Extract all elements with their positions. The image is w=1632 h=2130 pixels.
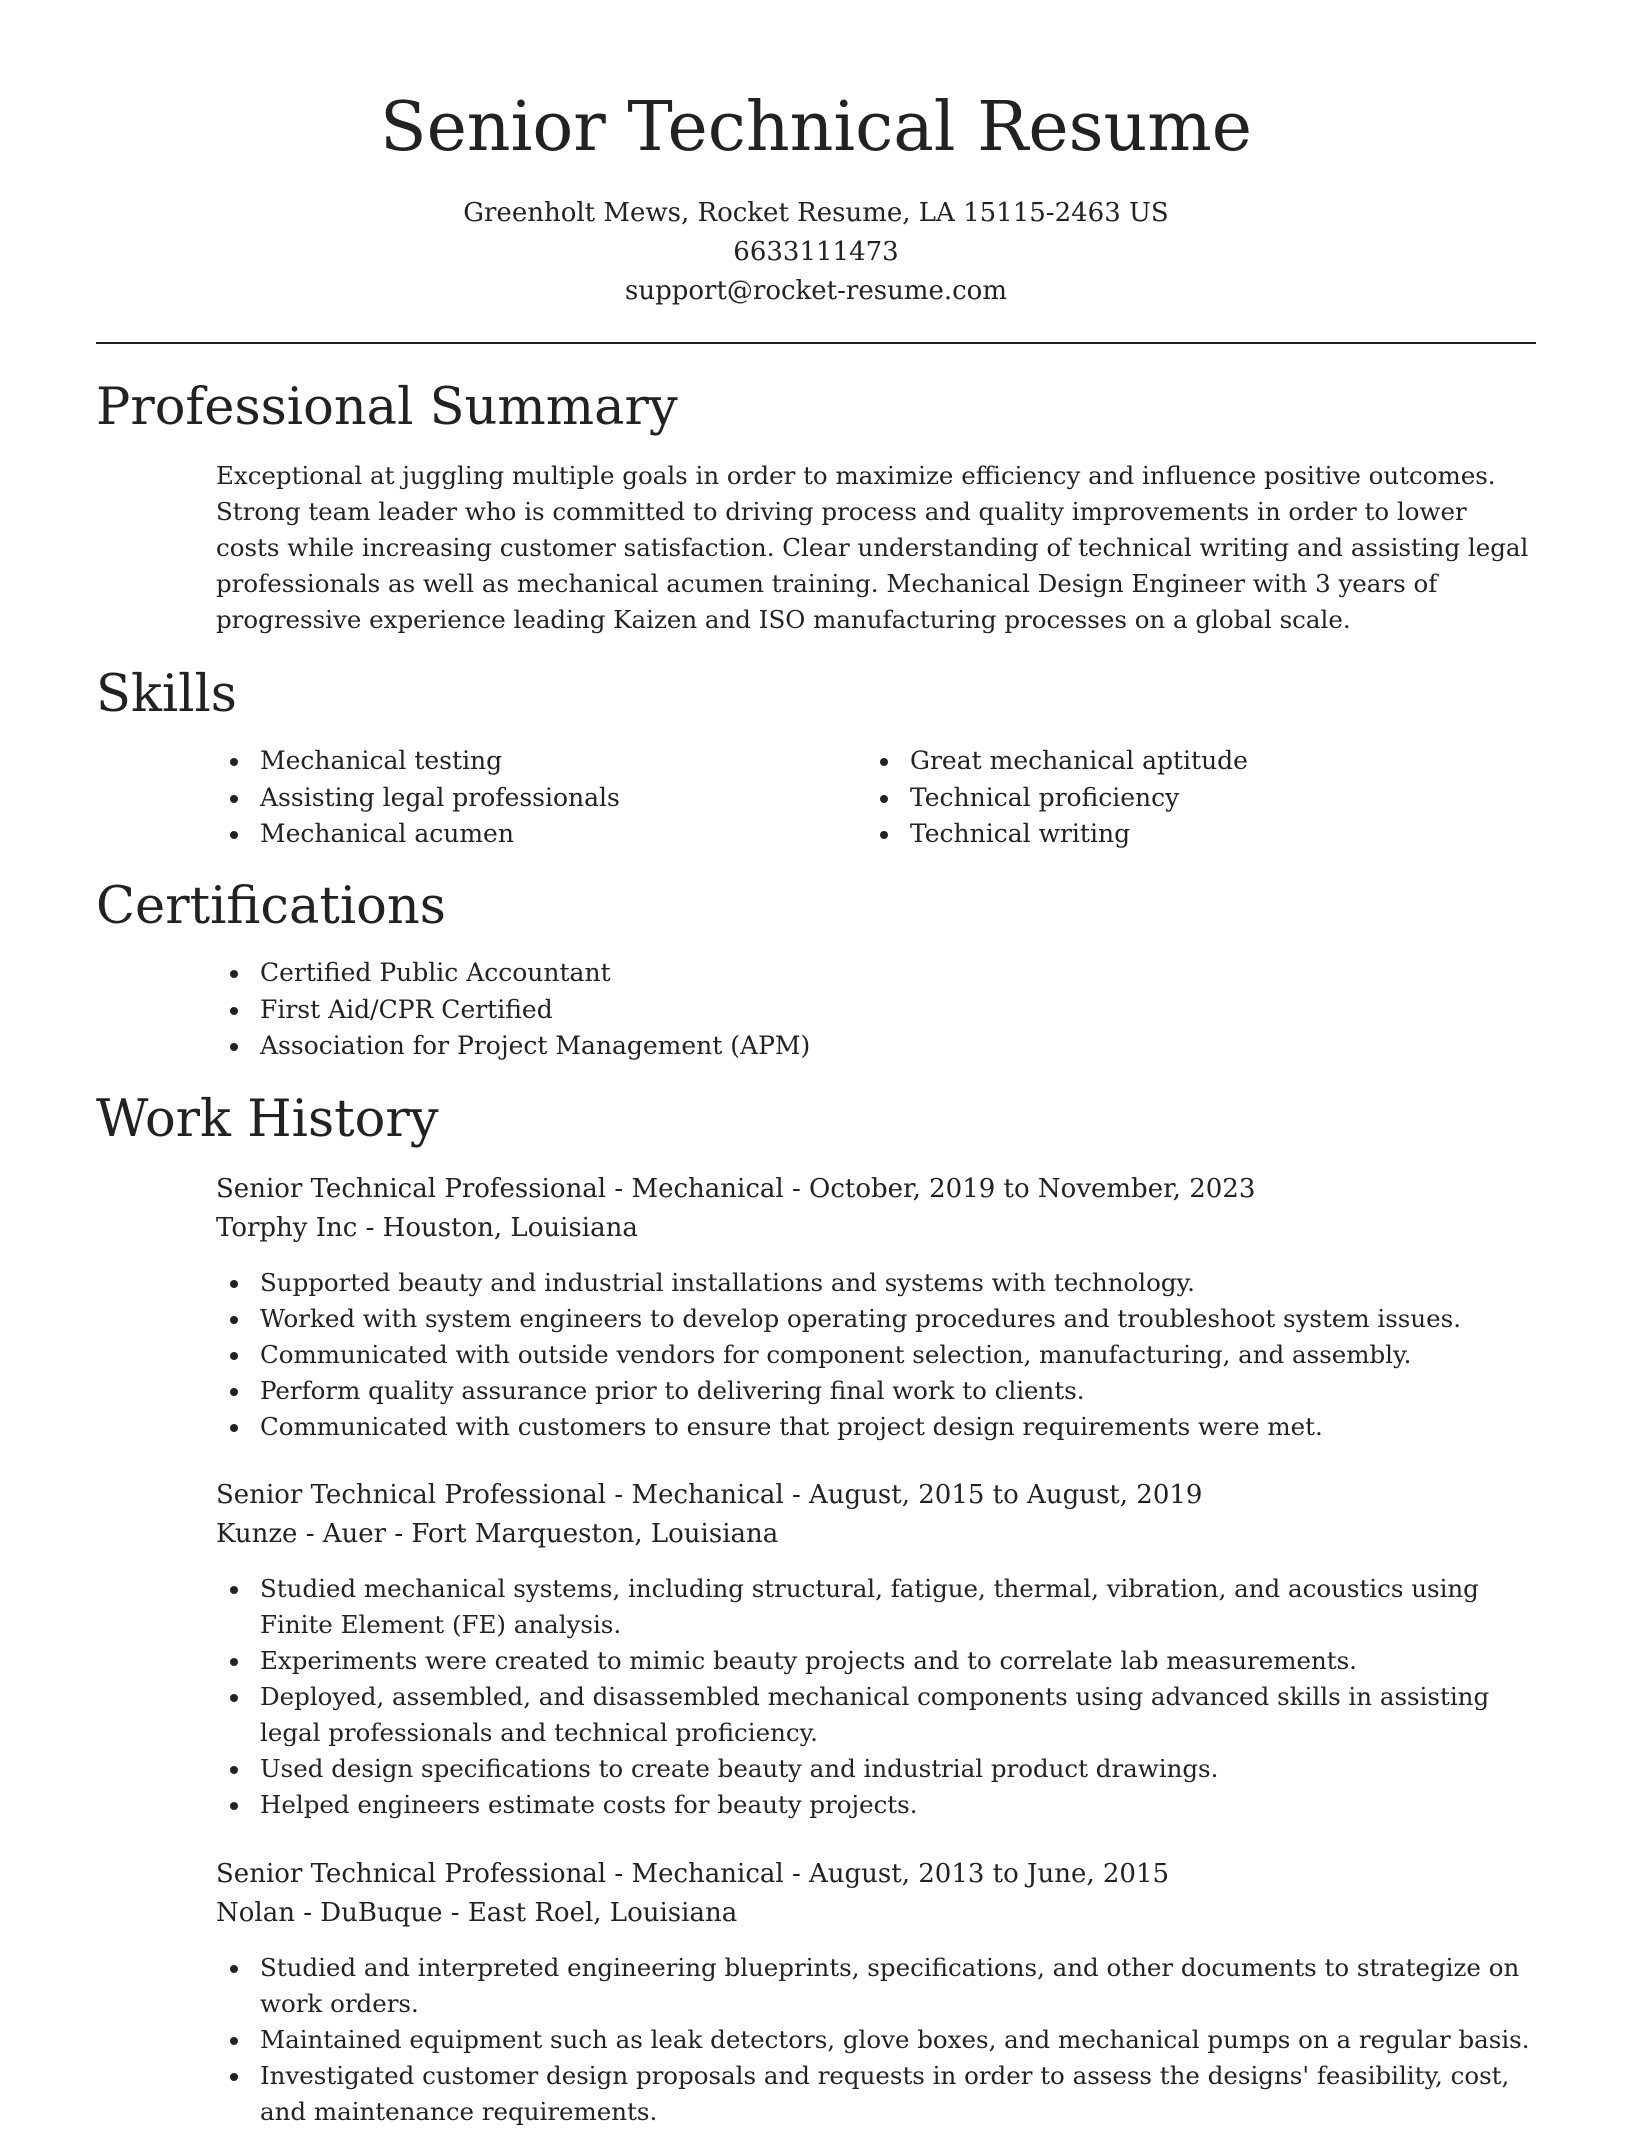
job-company: Kunze - Auer <box>216 1519 387 1549</box>
job-bullets <box>216 1950 1536 2130</box>
certifications-heading: Certifications <box>96 877 446 936</box>
job-bullet: Investigated customer design proposals and requests in order to assess the designs' feasibility, cost, and maintenance requirements. <box>260 2058 1536 2130</box>
contact-info <box>0 194 1632 311</box>
job-title: Senior Technical Professional - Mechanical <box>216 1174 784 1204</box>
job-bullet: Perform quality assurance prior to delivering final work to clients. <box>260 1373 1536 1409</box>
skills-list-left <box>96 743 910 853</box>
summary-heading: Professional Summary <box>96 378 678 437</box>
job-title-line <box>216 1170 1536 1209</box>
skills-heading: Skills <box>96 665 237 724</box>
phone: 6633111473 <box>733 237 899 267</box>
skill-item: Technical proficiency <box>910 780 1510 817</box>
job-location: - Houston, Louisiana <box>357 1213 638 1243</box>
job-entry <box>96 1476 1536 1823</box>
certifications-list <box>96 955 1536 1065</box>
job-bullets <box>216 1265 1536 1445</box>
address: Greenholt Mews, Rocket Resume, LA 15115-2463 US <box>463 198 1169 228</box>
job-company: Nolan - DuBuque <box>216 1898 443 1928</box>
job-location: - East Roel, Louisiana <box>442 1898 738 1928</box>
job-bullet: Deployed, assembled, and disassembled mechanical components using advanced skills in assisting legal professionals and technical proficiency. <box>260 1679 1536 1751</box>
certification-item: First Aid/CPR Certified <box>260 992 1536 1029</box>
job-title-line <box>216 1476 1536 1515</box>
job-title-line <box>216 1855 1536 1894</box>
job-company-line <box>216 1894 1536 1933</box>
job-bullet: Used design specifications to create beauty and industrial product drawings. <box>260 1751 1536 1787</box>
summary-section <box>96 378 1536 638</box>
job-company-line <box>216 1209 1536 1248</box>
certification-item: Certified Public Accountant <box>260 955 1536 992</box>
job-title: Senior Technical Professional - Mechanical <box>216 1480 784 1510</box>
job-bullet: Supported beauty and industrial installations and systems with technology. <box>260 1265 1536 1301</box>
job-entry <box>96 1170 1536 1445</box>
work-history-heading: Work History <box>96 1090 439 1149</box>
job-bullet: Experiments were created to mimic beauty projects and to correlate lab measurements. <box>260 1643 1536 1679</box>
certifications-section <box>96 877 1536 1065</box>
job-company: Torphy Inc <box>216 1213 358 1243</box>
job-dates: - October, 2019 to November, 2023 <box>783 1174 1256 1204</box>
resume-header <box>0 0 1632 311</box>
job-bullet: Maintained equipment such as leak detectors, glove boxes, and mechanical pumps on a regular basis. <box>260 2022 1536 2058</box>
job-bullet: Worked with system engineers to develop operating procedures and troubleshoot system issues. <box>260 1301 1536 1337</box>
skills-list-right <box>910 743 1510 853</box>
work-history-section <box>96 1090 1536 1150</box>
job-entry <box>96 1855 1536 2130</box>
job-dates: - August, 2015 to August, 2019 <box>783 1480 1203 1510</box>
skill-item: Great mechanical aptitude <box>910 743 1510 780</box>
job-bullet: Communicated with customers to ensure that project design requirements were met. <box>260 1409 1536 1445</box>
skill-item: Assisting legal professionals <box>260 780 910 817</box>
job-location: - Fort Marqueston, Louisiana <box>386 1519 779 1549</box>
job-bullet: Communicated with outside vendors for component selection, manufacturing, and assembly. <box>260 1337 1536 1373</box>
skills-section <box>96 665 1536 853</box>
job-dates: - August, 2013 to June, 2015 <box>783 1859 1170 1889</box>
resume-title: Senior Technical Resume <box>379 88 1252 167</box>
summary-text: Exceptional at juggling multiple goals in order to maximize efficiency and influence positive outcomes. Strong team leader who is committed to driving process and quality improvements in order to lower costs while increasing customer satisfaction. Clear understanding of technical writing and assisting legal professionals as well as mechanical acumen training. Mechanical Design Engineer with 3 years of progressive experience leading Kaizen and ISO manufacturing processes on a global scale. <box>216 461 1529 634</box>
skills-grid <box>96 743 1536 853</box>
certification-item: Association for Project Management (APM) <box>260 1028 1536 1065</box>
header-divider <box>96 342 1536 344</box>
skill-item: Technical writing <box>910 816 1510 853</box>
skill-item: Mechanical testing <box>260 743 910 780</box>
job-company-line <box>216 1515 1536 1554</box>
job-bullet: Studied mechanical systems, including structural, fatigue, thermal, vibration, and acoustics using Finite Element (FE) analysis. <box>260 1571 1536 1643</box>
job-bullet: Studied and interpreted engineering blueprints, specifications, and other documents to strategize on work orders. <box>260 1950 1536 2022</box>
job-bullets <box>216 1571 1536 1823</box>
job-title: Senior Technical Professional - Mechanical <box>216 1859 784 1889</box>
job-bullet: Helped engineers estimate costs for beauty projects. <box>260 1787 1536 1823</box>
skill-item: Mechanical acumen <box>260 816 910 853</box>
email: support@rocket-resume.com <box>624 276 1007 306</box>
